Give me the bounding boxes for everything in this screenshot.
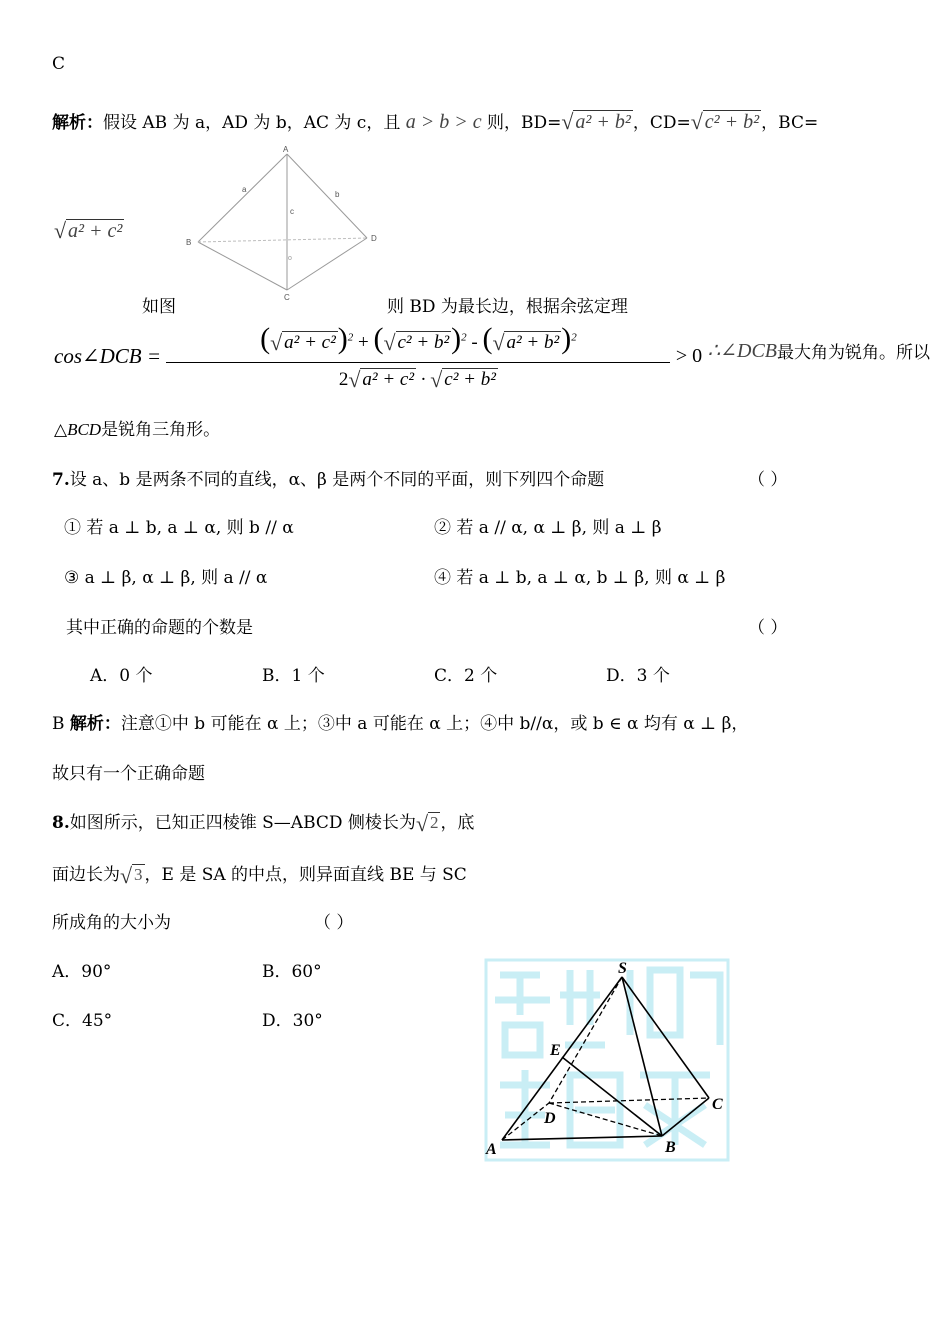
edge-sb (622, 977, 662, 1136)
q7-option-1: ① 若 a ⊥ b, a ⊥ α, 则 b // α (64, 518, 294, 538)
analysis-text-c: ，CD= (632, 113, 691, 133)
label-edge-a: a (242, 185, 247, 194)
q8-stem-3: 所成角的大小为 (52, 913, 171, 933)
longest-side-text: 则 BD 为最长边，根据余弦定理 (387, 297, 628, 317)
label-a: A (486, 1141, 497, 1158)
cos-lhs: cos∠DCB = (54, 344, 162, 368)
edge-bc (198, 242, 287, 290)
ru-tu: 如图 (142, 297, 176, 317)
q8-choice-c: C．45° (52, 1011, 113, 1031)
cos-conclusion-angle: ∴∠DCB (707, 340, 777, 362)
cos-numerator: (√ a² + c²)$^2$ + (√ c² + b²)$^2$ - (√ a² + b²)$^2$ (166, 322, 670, 363)
q7-choice-d: D．3 个 (606, 666, 670, 686)
analysis-text-b: 则，BD= (487, 113, 562, 133)
label-e: E (550, 1042, 561, 1059)
q8-choice-a: A．90° (52, 962, 112, 982)
label-point-o: o (288, 255, 292, 262)
q8-choice-b: B．60° (262, 962, 322, 982)
edge-ab (198, 154, 287, 242)
bc-radical: √ a² + c² (54, 220, 124, 243)
cos-gt-zero: > 0 (675, 345, 703, 367)
q7-option-3: ③ a ⊥ β, α ⊥ β, 则 a // α (64, 568, 268, 588)
segment-be (562, 1057, 662, 1136)
q8-choice-d: D．30° (262, 1011, 323, 1031)
label-d-vertex: D (371, 234, 377, 243)
watermark-stamp (486, 960, 728, 1160)
q7-choice-a: A．0 个 (90, 666, 153, 686)
cosine-formula (54, 322, 930, 412)
analysis-line (52, 108, 818, 134)
q7-choice-c: C．2 个 (434, 666, 498, 686)
tetrahedron-figure (180, 142, 390, 302)
q7-paren: （ ） (748, 470, 788, 490)
edge-ad (287, 154, 367, 238)
q7-ask: 其中正确的命题的个数是 (66, 618, 253, 638)
cos-conclusion-text: 最大角为锐角。所以 (777, 343, 930, 363)
q7-option-4: ④ 若 a ⊥ b, a ⊥ α, b ⊥ β, 则 α ⊥ β (434, 568, 726, 588)
edge-sc (622, 977, 709, 1098)
q8-stem-1: 8.如图所示，已知正四棱锥 S—ABCD 侧棱长为√ 2 ，底 (52, 808, 474, 833)
label-b-vertex: B (186, 238, 192, 247)
q8-stem-2: 面边长为√ 3 ，E 是 SA 的中点，则异面直线 BE 与 SC (52, 860, 467, 885)
conclusion-line: △BCD是锐角三角形。 (54, 420, 221, 440)
label-d: D (544, 1110, 556, 1127)
q7-choice-b: B．1 个 (262, 666, 325, 686)
label-a-vertex: A (283, 145, 289, 154)
q8-paren: （ ） (314, 913, 354, 933)
cd-radical: √ c² + b² (691, 111, 761, 134)
analysis-label: 解析： (52, 113, 103, 133)
analysis-text-d: ，BC= (761, 113, 819, 133)
edge-bd-hidden (198, 238, 367, 242)
q7-explanation-2: 故只有一个正确命题 (52, 764, 205, 784)
label-c: C (712, 1096, 723, 1113)
analysis-text-a: 假设 AB 为 a，AD 为 b，AC 为 c，且 (103, 113, 401, 133)
answer-6: C (52, 54, 66, 74)
q7-option-2: ② 若 a // α, α ⊥ β, 则 a ⊥ β (434, 518, 662, 538)
label-s: S (618, 960, 627, 977)
label-edge-c: c (290, 207, 294, 216)
cos-fraction (166, 322, 670, 391)
label-c-vertex: C (284, 293, 290, 302)
bd-radical: √ a² + b² (561, 111, 633, 134)
q7-paren-2: （ ） (748, 618, 788, 638)
cos-denominator: 2√ a² + c² · √ c² + b² (166, 363, 670, 391)
edge-dc (287, 238, 367, 290)
q7-stem: 7.设 a、b 是两条不同的直线，α、β 是两个不同的平面，则下列四个命题 (52, 470, 605, 490)
label-edge-b: b (335, 190, 340, 199)
q7-explanation: B 解析：注意①中 b 可能在 α 上；③中 a 可能在 α 上；④中 b//α，或 b ∈ α 均有 α ⊥ β， (52, 714, 749, 734)
pyramid-figure (480, 955, 735, 1165)
analysis-cond: a > b > c (405, 111, 482, 133)
label-b: B (665, 1139, 676, 1156)
